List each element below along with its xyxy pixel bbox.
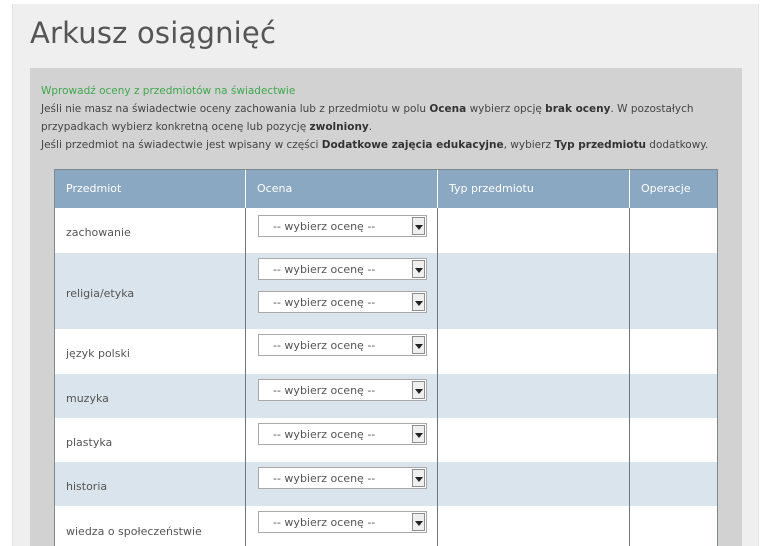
grade-cell (246, 506, 438, 546)
grades-panel (30, 68, 742, 546)
grade-select-value: -- wybierz ocenę -- (273, 338, 376, 352)
text-bold: Ocena (429, 103, 467, 115)
subject-type-cell (438, 329, 630, 374)
page-title: Arkusz osiągnięć (30, 16, 277, 50)
text: Jeśli nie masz na świadectwie oceny zachowania lub z przedmiotu w polu (41, 103, 430, 115)
subject-cell: zachowanie (55, 208, 246, 253)
instructions (41, 82, 721, 154)
chevron-down-icon[interactable] (412, 293, 425, 311)
chevron-down-icon[interactable] (412, 217, 425, 235)
operations-cell (630, 418, 717, 462)
grade-select[interactable] (258, 291, 427, 313)
grade-select-value: -- wybierz ocenę -- (273, 219, 376, 233)
instructions-line-3 (41, 136, 721, 154)
text-bold: zwolniony (309, 121, 369, 133)
column-header-subject-type: Typ przedmiotu (438, 170, 630, 208)
text: Jeśli przedmiot na świadectwie jest wpisany w części (41, 139, 322, 151)
grade-select-value: -- wybierz ocenę -- (273, 295, 376, 309)
operations-cell (630, 208, 717, 253)
text-bold: brak oceny (545, 103, 611, 115)
grade-select[interactable] (258, 467, 427, 489)
text-bold: Dodatkowe zajęcia edukacyjne (321, 139, 504, 151)
grade-select[interactable] (258, 215, 427, 237)
grade-select-value: -- wybierz ocenę -- (273, 262, 376, 276)
text: wybierz opcję (466, 103, 546, 115)
text: , wybierz (503, 139, 555, 151)
text: . (368, 121, 373, 133)
operations-cell (630, 462, 717, 506)
chevron-down-icon[interactable] (412, 381, 425, 399)
table-row (55, 506, 717, 546)
subject-cell: muzyka (55, 374, 246, 418)
operations-cell (630, 506, 717, 546)
table-row (55, 418, 717, 462)
subject-type-cell (438, 374, 630, 418)
column-header-operations: Operacje (641, 182, 691, 195)
instructions-heading: Wprowadź oceny z przedmiotów na świadectwie (41, 85, 296, 97)
grade-select[interactable] (258, 423, 427, 445)
table-row (55, 462, 717, 506)
subject-type-cell (438, 253, 630, 329)
instructions-line-1 (41, 100, 721, 118)
table-row (55, 374, 717, 418)
operations-cell (630, 253, 717, 329)
subject-cell: wiedza o społeczeństwie (55, 506, 246, 546)
grade-cell (246, 329, 438, 374)
subject-cell: plastyka (55, 418, 246, 462)
grade-cell (246, 253, 438, 329)
chevron-down-icon[interactable] (412, 336, 425, 354)
grade-cell (246, 208, 438, 253)
grade-select[interactable] (258, 511, 427, 533)
table-header (55, 170, 717, 208)
grade-cell (246, 462, 438, 506)
chevron-down-icon[interactable] (412, 260, 425, 278)
grade-select[interactable] (258, 379, 427, 401)
page-container (12, 4, 759, 546)
grade-select[interactable] (258, 258, 427, 280)
text: dodatkowy. (645, 139, 709, 151)
chevron-down-icon[interactable] (412, 469, 425, 487)
operations-cell (630, 374, 717, 418)
subject-type-cell (438, 462, 630, 506)
grade-cell (246, 374, 438, 418)
subject-type-cell (438, 208, 630, 253)
table-body (55, 208, 717, 546)
subject-cell: język polski (55, 329, 246, 374)
subject-cell: religia/etyka (55, 253, 246, 329)
chevron-down-icon[interactable] (412, 513, 425, 531)
grades-table (54, 169, 718, 546)
table-row (55, 329, 717, 374)
subject-cell: historia (55, 462, 246, 506)
grade-select-value: -- wybierz ocenę -- (273, 515, 376, 529)
column-header-subject: Przedmiot (55, 170, 246, 208)
grade-select-value: -- wybierz ocenę -- (273, 471, 376, 485)
instructions-line-2 (41, 118, 721, 136)
subject-type-cell (438, 506, 630, 546)
grade-select[interactable] (258, 334, 427, 356)
chevron-down-icon[interactable] (412, 425, 425, 443)
operations-cell (630, 329, 717, 374)
grade-select-value: -- wybierz ocenę -- (273, 427, 376, 441)
column-header-grade: Ocena (246, 170, 438, 208)
table-row (55, 208, 717, 253)
table-row (55, 253, 717, 329)
grade-select-value: -- wybierz ocenę -- (273, 383, 376, 397)
text: . W pozostałych (610, 103, 694, 115)
text-bold: Typ przedmiotu (554, 139, 646, 151)
subject-type-cell (438, 418, 630, 462)
grade-cell (246, 418, 438, 462)
text: przypadkach wybierz konkretną ocenę lub pozycję (41, 121, 310, 133)
